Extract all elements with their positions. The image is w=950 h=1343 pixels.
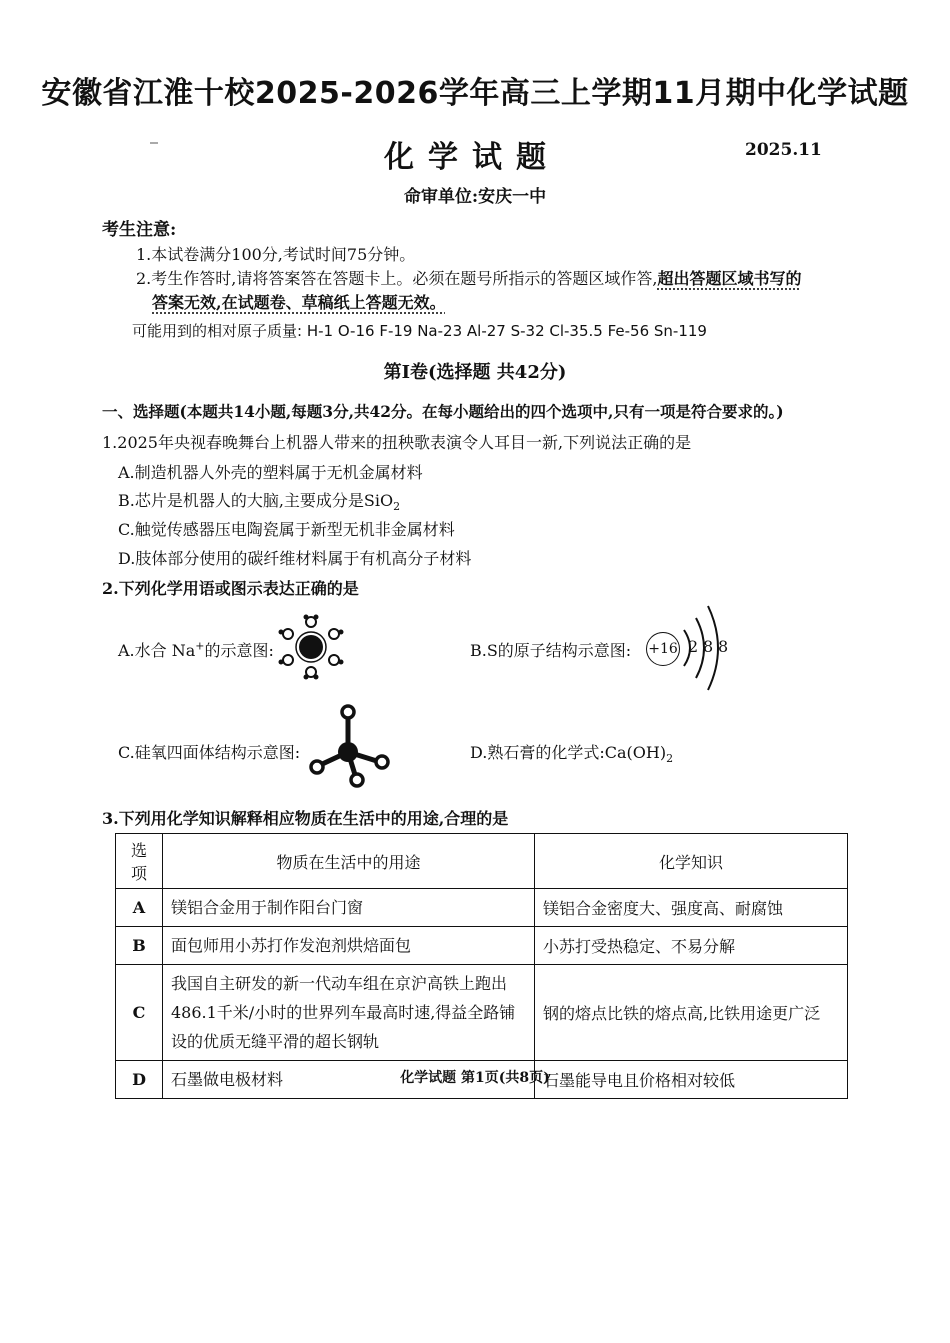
exam-date: 2025.11 xyxy=(745,140,822,160)
page-footer: 化学试题 第1页(共8页) xyxy=(400,1070,550,1086)
atomic-mass-line: 可能用到的相对原子质量: H-1 O-16 F-19 Na-23 Al-27 S-32 Cl-35.5 Fe-56 Sn-119 xyxy=(132,322,707,340)
section-instructions: 一、选择题(本题共14小题,每题3分,共42分。在每小题给出的四个选项中,只有一项是符合要求的。) xyxy=(102,402,784,421)
table-row xyxy=(116,889,848,927)
sulfur-nucleus: +16 xyxy=(646,632,680,666)
q1-option-b xyxy=(118,488,400,513)
notice-item-2-continued: 答案无效,在试题卷、草稿纸上答题无效。 xyxy=(152,293,446,312)
q1-option-a: A.制造机器人外壳的塑料属于无机金属材料 xyxy=(118,463,423,482)
q1-option-b-text: B.芯片是机器人的大脑,主要成分是SiO xyxy=(118,491,394,510)
q2-option-a xyxy=(118,638,274,661)
table-cell-use: 镁铝合金用于制作阳台门窗 xyxy=(163,889,535,927)
silicon-oxygen-tetrahedron-diagram xyxy=(306,700,392,792)
document-title: 安徽省江淮十校2025-2026学年高三上学期11月期中化学试题 xyxy=(41,76,909,111)
table-cell-option: A xyxy=(116,889,163,927)
notice-heading: 考生注意: xyxy=(102,220,177,240)
table-cell-knowledge: 石墨能导电且价格相对较低 xyxy=(535,1061,848,1099)
table-cell-use: 面包师用小苏打作发泡剂烘焙面包 xyxy=(163,927,535,965)
table-header-knowledge: 化学知识 xyxy=(535,834,848,889)
table-row xyxy=(116,927,848,965)
notice-item-2-emphasis: 超出答题区域书写的 xyxy=(657,269,802,288)
q2-option-a-suffix: 的示意图: xyxy=(204,641,274,660)
table-cell-option: C xyxy=(116,965,163,1061)
notice-item-2 xyxy=(136,266,801,289)
table-header-use: 物质在生活中的用途 xyxy=(163,834,535,889)
q1-option-c: C.触觉传感器压电陶瓷属于新型无机非金属材料 xyxy=(118,520,455,539)
q2-stem: 2.下列化学用语或图示表达正确的是 xyxy=(102,579,359,598)
sulfur-shell-1: 2 xyxy=(688,637,699,656)
table-header-option: 选项 xyxy=(116,834,163,889)
section-title: 第Ⅰ卷(选择题 共42分) xyxy=(383,362,567,383)
hydrated-sodium-ion-diagram xyxy=(276,612,346,682)
q1-stem: 1.2025年央视春晚舞台上机器人带来的扭秧歌表演令人耳目一新,下列说法正确的是 xyxy=(102,433,692,452)
q3-table xyxy=(115,833,848,1099)
scan-speck xyxy=(150,142,158,144)
table-cell-knowledge: 钢的熔点比铁的熔点高,比铁用途更广泛 xyxy=(535,965,848,1061)
sulfur-shell-2: 8 xyxy=(703,637,714,656)
notice-item-1: 1.本试卷满分100分,考试时间75分钟。 xyxy=(136,245,416,264)
q3-stem: 3.下列用化学知识解释相应物质在生活中的用途,合理的是 xyxy=(102,809,509,828)
q2-option-c: C.硅氧四面体结构示意图: xyxy=(118,743,301,762)
table-cell-use: 石墨做电极材料 xyxy=(163,1061,535,1099)
table-cell-use: 我国自主研发的新一代动车组在京沪高铁上跑出486.1千米/小时的世界列车最高时速,得益全路铺设的优质无缝平滑的超长钢轨 xyxy=(163,965,535,1061)
q2-option-d-subscript: 2 xyxy=(666,752,674,766)
exam-title: 化学试题 xyxy=(384,140,560,175)
q1-option-d: D.肢体部分使用的碳纤维材料属于有机高分子材料 xyxy=(118,549,472,568)
q2-option-b: B.S的原子结构示意图: xyxy=(470,641,632,660)
table-cell-knowledge: 镁铝合金密度大、强度高、耐腐蚀 xyxy=(535,889,848,927)
table-cell-knowledge: 小苏打受热稳定、不易分解 xyxy=(535,927,848,965)
table-header-row xyxy=(116,834,848,889)
authoring-unit: 命审单位:安庆一中 xyxy=(403,187,547,207)
table-row xyxy=(116,965,848,1061)
q1-option-b-subscript: 2 xyxy=(393,500,401,514)
table-cell-option: B xyxy=(116,927,163,965)
q2-option-a-text: A.水合 Na xyxy=(118,641,196,660)
q2-option-d xyxy=(470,740,673,765)
notice-item-2-text: 2.考生作答时,请将答案答在答题卡上。必须在题号所指示的答题区域作答, xyxy=(136,269,658,288)
q2-option-d-text: D.熟石膏的化学式:Ca(OH) xyxy=(470,743,667,762)
q2-option-a-superscript: + xyxy=(195,639,205,653)
table-cell-option: D xyxy=(116,1061,163,1099)
sulfur-shell-3: 8 xyxy=(718,637,729,656)
